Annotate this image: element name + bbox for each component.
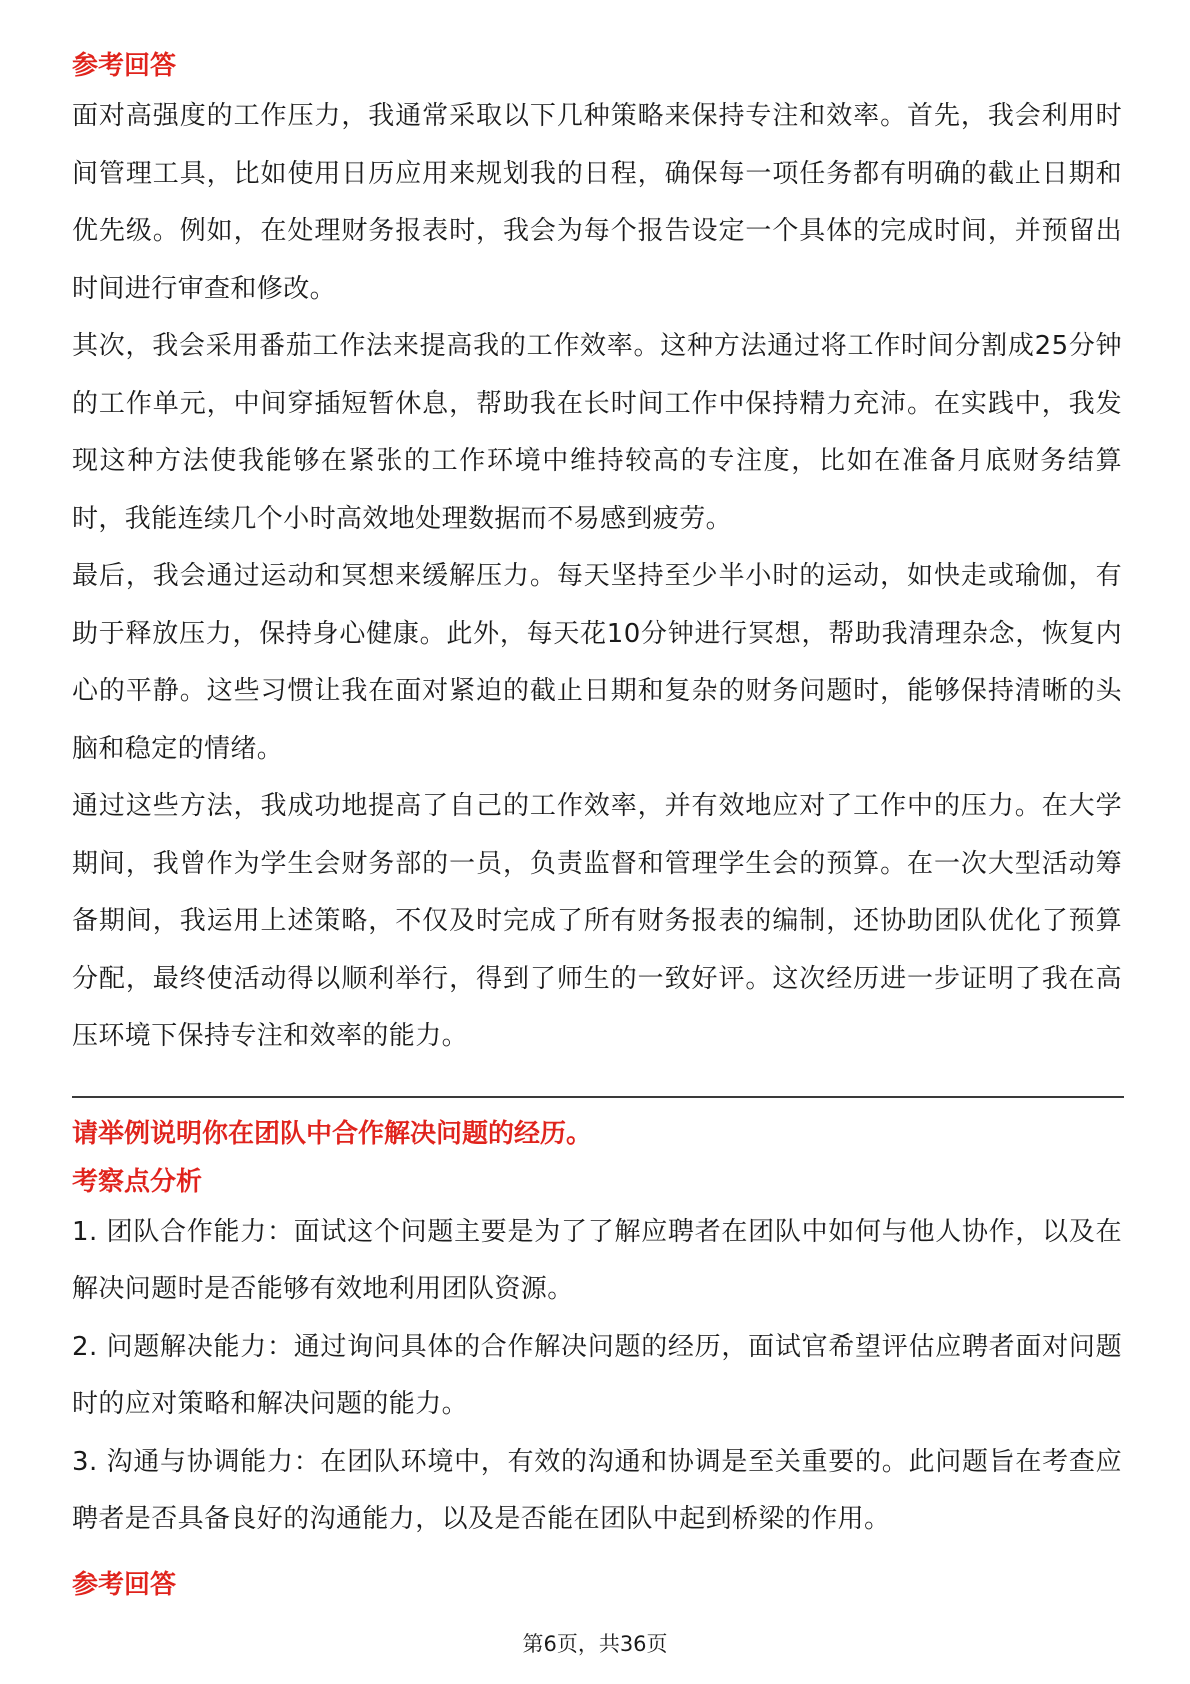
section-answer-1: [72, 48, 1122, 1066]
page-number: 第6页，共36页: [522, 1632, 668, 1656]
reference-answer-heading: 参考回答: [72, 1569, 177, 1600]
analysis-point: 3. 沟通与协调能力：在团队环境中，有效的沟通和协调是至关重要的。此问题旨在考查应聘者是否具备良好的沟通能力，以及是否能在团队中起到桥梁的作用。: [72, 1446, 1122, 1534]
answer-paragraph: 面对高强度的工作压力，我通常采取以下几种策略来保持专注和效率。首先，我会利用时间管理工具，比如使用日历应用来规划我的日程，确保每一项任务都有明确的截止日期和优先级。例如，在处理财务报表时，我会为每个报告设定一个具体的完成时间，并预留出时间进行审查和修改。: [72, 101, 1122, 304]
answer-paragraph: 其次，我会采用番茄工作法来提高我的工作效率。这种方法通过将工作时间分割成25分钟的工作单元，中间穿插短暂休息，帮助我在长时间工作中保持精力充沛。在实践中，我发现这种方法使我能够在紧张的工作环境中维持较高的专注度，比如在准备月底财务结算时，我能连续几个小时高效地处理数据而不易感到疲劳。: [72, 331, 1122, 534]
document-page: [72, 48, 1122, 1603]
answer-paragraph: 通过这些方法，我成功地提高了自己的工作效率，并有效地应对了工作中的压力。在大学期间，我曾作为学生会财务部的一员，负责监督和管理学生会的预算。在一次大型活动筹备期间，我运用上述策略，不仅及时完成了所有财务报表的编制，还协助团队优化了预算分配，最终使活动得以顺利举行，得到了师生的一致好评。这次经历进一步证明了我在高压环境下保持专注和效率的能力。: [72, 791, 1122, 1051]
analysis-point: 2. 问题解决能力：通过询问具体的合作解决问题的经历，面试官希望评估应聘者面对问题时的应对策略和解决问题的能力。: [72, 1331, 1122, 1419]
section-divider: [72, 1096, 1124, 1098]
analysis-heading: 考察点分析: [72, 1166, 203, 1197]
reference-answer-heading: 参考回答: [72, 51, 177, 81]
analysis-point: 1. 团队合作能力：面试这个问题主要是为了了解应聘者在团队中如何与他人协作，以及在解决问题时是否能够有效地利用团队资源。: [72, 1216, 1122, 1304]
answer-paragraph: 最后，我会通过运动和冥想来缓解压力。每天坚持至少半小时的运动，如快走或瑜伽，有助于释放压力，保持身心健康。此外，每天花10分钟进行冥想，帮助我清理杂念，恢复内心的平静。这些习惯让我在面对紧迫的截止日期和复杂的财务问题时，能够保持清晰的头脑和稳定的情绪。: [72, 561, 1122, 764]
interview-question: 请举例说明你在团队中合作解决问题的经历。: [72, 1118, 593, 1149]
section-question-2: [72, 1116, 1122, 1603]
